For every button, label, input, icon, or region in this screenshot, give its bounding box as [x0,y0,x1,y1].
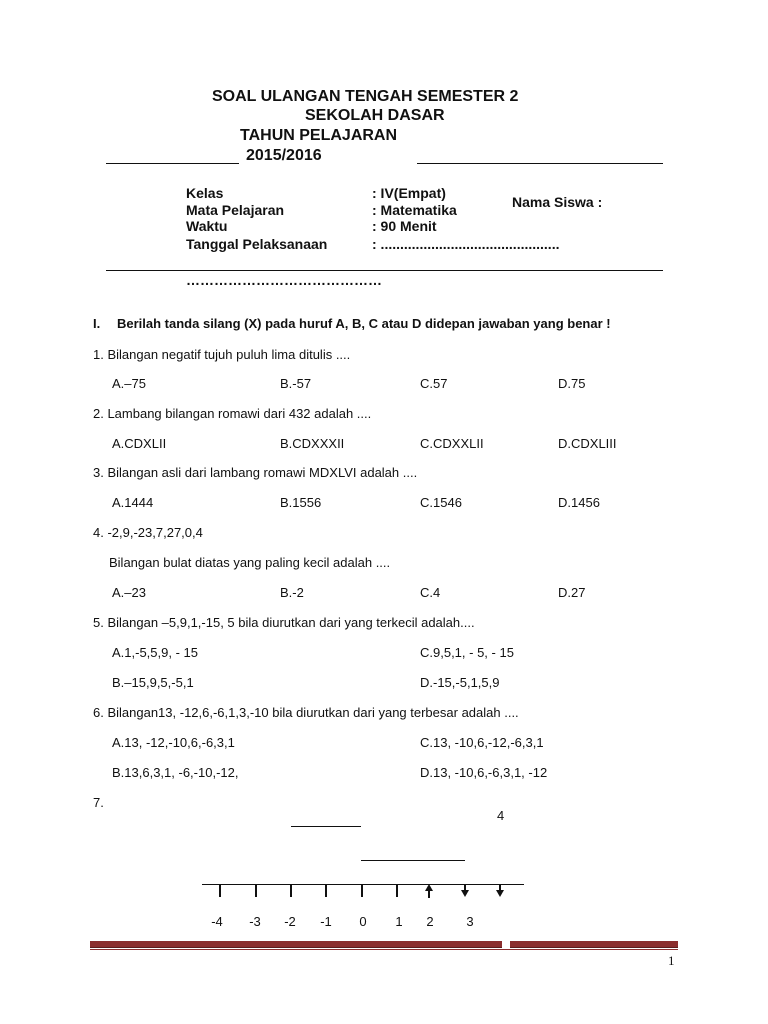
question-3: 3. Bilangan asli dari lambang romawi MDXLVI adalah .... [93,465,418,480]
question-7-label: 4 [497,808,505,823]
dots-line: …………………………………… [186,272,382,288]
q2-option-a: A.CDXLII [112,436,167,451]
question-6: 6. Bilangan13, -12,6,-6,1,3,-10 bila diurutkan dari yang terbesar adalah .... [93,705,519,720]
header-underline-right [417,163,663,164]
info-divider [106,270,663,271]
q4-option-a: A.–23 [112,585,146,600]
question-2: 2. Lambang bilangan romawi dari 432 adalah .... [93,406,372,421]
q6-option-d: D.13, -10,6,-6,3,1, -12 [420,765,548,780]
numberline-label: 0 [359,914,367,929]
page-number: 1 [668,953,675,968]
tick-minus-1 [325,885,327,897]
footer-bar-left [90,941,502,948]
section-instruction: Berilah tanda silang (X) pada huruf A, B, C atau D didepan jawaban yang benar ! [117,316,611,331]
question-1: 1. Bilangan negatif tujuh puluh lima ditulis .... [93,347,351,362]
q3-option-d: D.1456 [558,495,600,510]
tick-1 [396,885,398,897]
nama-siswa-label: Nama Siswa : [512,194,603,210]
question-4: 4. -2,9,-23,7,27,0,4 [93,525,203,540]
numberline-label: -3 [249,914,261,929]
q5-option-c: C.9,5,1, - 5, - 15 [420,645,514,660]
q5-option-a: A.1,-5,5,9, - 15 [112,645,198,660]
q5-option-d: D.-15,-5,1,5,9 [420,675,500,690]
q3-option-c: C.1546 [420,495,462,510]
title-line-3: TAHUN PELAJARAN [240,127,398,144]
waktu-value: : 90 Menit [372,218,437,234]
question-7-number: 7. [93,795,104,810]
title-line-1: SOAL ULANGAN TENGAH SEMESTER 2 [212,88,519,105]
q7-blank-1 [291,826,361,827]
q2-option-c: C.CDXXLII [420,436,484,451]
question-5: 5. Bilangan –5,9,1,-15, 5 bila diurutkan dari yang terkecil adalah.... [93,615,475,630]
q6-option-a: A.13, -12,-10,6,-6,3,1 [112,735,235,750]
q2-option-b: B.CDXXXII [280,436,345,451]
numberline-label: 2 [426,914,434,929]
title-line-4: 2015/2016 [246,147,322,164]
q6-option-c: C.13, -10,6,-12,-6,3,1 [420,735,544,750]
number-line [202,884,524,885]
q7-blank-2 [361,860,465,861]
footer-bar-right [510,941,678,948]
numberline-label: 3 [466,914,474,929]
q6-option-b: B.13,6,3,1, -6,-10,-12, [112,765,239,780]
mapel-label: Mata Pelajaran [186,202,285,218]
tanggal-label: Tanggal Pelaksanaan [186,236,328,252]
question-4-sub: Bilangan bulat diatas yang paling kecil adalah .... [109,555,391,570]
q4-option-c: C.4 [420,585,441,600]
mapel-value: : Matematika [372,202,457,218]
q5-option-b: B.–15,9,5,-5,1 [112,675,194,690]
q4-option-d: D.27 [558,585,586,600]
q3-option-b: B.1556 [280,495,322,510]
waktu-label: Waktu [186,218,228,234]
q4-option-b: B.-2 [280,585,304,600]
title-line-2: SEKOLAH DASAR [305,107,445,124]
arrow-down-icon [461,890,469,897]
footer-rule [90,949,678,950]
numberline-label: 1 [395,914,403,929]
q1-option-d: D.75 [558,376,586,391]
tick-0 [361,885,363,897]
arrow-down-icon-2 [496,890,504,897]
numberline-label: -2 [284,914,296,929]
section-number: I. [93,316,101,331]
kelas-label: Kelas [186,185,224,201]
tick-minus-2 [290,885,292,897]
kelas-value: : IV(Empat) [372,185,446,201]
arrow-up-icon [425,884,433,891]
tanggal-value: : .............................................. [372,236,560,252]
numberline-label: -4 [211,914,223,929]
q2-option-d: D.CDXLIII [558,436,617,451]
tick-minus-3 [255,885,257,897]
numberline-label: -1 [320,914,332,929]
q1-option-b: B.-57 [280,376,312,391]
header-underline-left [106,163,239,164]
q1-option-a: A.–75 [112,376,146,391]
tick-2 [428,890,430,898]
q3-option-a: A.1444 [112,495,154,510]
q1-option-c: C.57 [420,376,448,391]
tick-minus-4 [219,885,221,897]
